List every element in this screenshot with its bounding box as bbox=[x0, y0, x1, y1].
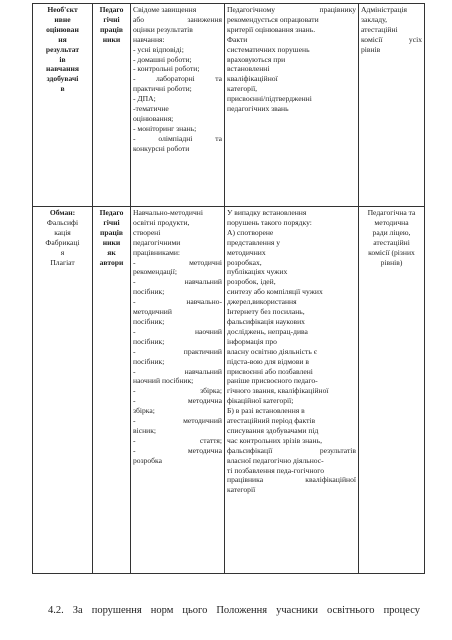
cell-measures bbox=[225, 207, 359, 574]
text-line: праців bbox=[100, 24, 123, 34]
text-line: педагогічних звань bbox=[227, 104, 289, 114]
text-line: синтезу або компіляції чужих bbox=[227, 287, 323, 297]
cell-measures bbox=[225, 4, 359, 207]
text-line: Факти bbox=[227, 34, 248, 44]
text-line: ивне bbox=[54, 14, 71, 24]
text-line: час контрольних зрізів знань, bbox=[227, 435, 322, 445]
text-line: гічні bbox=[103, 14, 120, 24]
text-line: раніше присвоєного педаго- bbox=[227, 376, 318, 386]
text-line: - лабораторні та bbox=[133, 74, 222, 84]
table-row bbox=[33, 4, 425, 207]
text-line: - домашні роботи; bbox=[133, 54, 192, 64]
text-line: навчання: bbox=[133, 34, 165, 44]
text-line: Необ'єкт bbox=[47, 5, 78, 14]
text-line: підста-вою для відмови в bbox=[227, 356, 309, 366]
text-line: - контрольні роботи; bbox=[133, 64, 200, 74]
text-line: гічні bbox=[103, 217, 120, 227]
text-line: оцінювання; bbox=[133, 113, 174, 123]
text-line: Б) в разі встановлення в bbox=[227, 406, 305, 416]
text-line: категорії, bbox=[227, 84, 258, 94]
text-line: гічного звання, кваліфікаційної bbox=[227, 386, 329, 396]
cell-violation-subtypes bbox=[35, 218, 90, 268]
text-line: створені bbox=[133, 227, 161, 237]
text-line: Свідоме завищення bbox=[133, 5, 197, 14]
text-line: наочний посібник; bbox=[133, 376, 194, 386]
text-line: як bbox=[107, 247, 116, 257]
text-line: рекомендації; bbox=[133, 267, 177, 277]
text-line: Інтернету без посилань, bbox=[227, 307, 305, 317]
text-line: закладу, bbox=[361, 14, 388, 24]
text-line: - навчально- bbox=[133, 297, 222, 307]
text-line: - усні відповіді; bbox=[133, 44, 184, 54]
text-line: посібник; bbox=[133, 316, 165, 326]
text-line: власну освітню діяльність є bbox=[227, 346, 317, 356]
text-line: - практичний bbox=[133, 346, 222, 356]
text-line: навчання bbox=[46, 64, 79, 74]
text-line: враховуються при bbox=[227, 54, 286, 64]
cell-responsible bbox=[359, 207, 425, 574]
text-line: фікаційної категорії; bbox=[227, 396, 294, 406]
text-line: практичні роботи; bbox=[133, 84, 192, 94]
text-line: - олімпіадні та bbox=[133, 133, 222, 143]
violations-table bbox=[32, 3, 425, 574]
text-line: рівнів) bbox=[380, 257, 403, 267]
text-line: розробок, ідей, bbox=[227, 277, 276, 287]
text-line: Плагіат bbox=[50, 257, 75, 267]
text-line: рівнів bbox=[361, 44, 381, 54]
text-line: - моніторинг знань; bbox=[133, 123, 197, 133]
paragraph-4-2: 4.2. За порушення норм цього Положення учасники освітнього процесу bbox=[48, 605, 420, 616]
text-line: посібник; bbox=[133, 287, 165, 297]
text-line: ті позбавлення педа-гогічного bbox=[227, 465, 325, 475]
text-line: ники bbox=[102, 34, 121, 44]
text-line: - збірка; bbox=[133, 386, 222, 396]
text-line: Педаго bbox=[99, 208, 124, 217]
text-line: присвоєнні/підтвердженні bbox=[227, 94, 312, 104]
text-line: досліджень, непрац-дива bbox=[227, 326, 308, 336]
text-line: автори bbox=[99, 257, 124, 267]
text-line: комісії усіх bbox=[361, 34, 422, 44]
text-line: педагогічними bbox=[133, 237, 181, 247]
text-line: критерії оцінювання знань. bbox=[227, 24, 316, 34]
text-line: А) спотворене bbox=[227, 227, 274, 237]
text-line: кація bbox=[54, 227, 71, 237]
text-line: праців bbox=[100, 227, 123, 237]
cell-violation-type bbox=[33, 207, 93, 574]
cell-violation-title bbox=[35, 208, 90, 218]
text-line: працівника кваліфікаційної bbox=[227, 475, 356, 485]
table-row bbox=[33, 207, 425, 574]
text-line: фальсифікації результатів bbox=[227, 445, 356, 455]
text-line: ня bbox=[58, 34, 67, 44]
text-line: Педагогічна та bbox=[367, 208, 416, 217]
text-line: власної педагогічно діяльнос- bbox=[227, 455, 324, 465]
text-line: - ДПА; bbox=[133, 94, 156, 104]
text-line: ники bbox=[102, 237, 121, 247]
text-line: - методичний bbox=[133, 416, 222, 426]
text-line: працівниками: bbox=[133, 247, 181, 257]
text-line: систематичних порушень bbox=[227, 44, 310, 54]
text-line: конкурсні роботи bbox=[133, 143, 190, 153]
cell-responsible bbox=[359, 4, 425, 207]
text-line: - навчальний bbox=[133, 277, 222, 287]
text-line: - навчальний bbox=[133, 366, 222, 376]
text-line: Педаго bbox=[99, 5, 124, 14]
text-line: інформація про bbox=[227, 336, 277, 346]
text-line: атестаційний період фактів bbox=[227, 416, 316, 426]
cell-subject bbox=[93, 4, 131, 207]
text-line: в bbox=[60, 84, 65, 94]
text-line: освітні продукти, bbox=[133, 217, 190, 227]
text-line: ради ліцею, bbox=[372, 227, 411, 237]
text-line: оцінюван bbox=[46, 24, 79, 34]
text-line: здобувачі bbox=[46, 74, 79, 84]
cell-violation-type bbox=[33, 4, 93, 207]
text-line: -тематичне bbox=[133, 104, 169, 114]
text-line: кваліфікаційної bbox=[227, 74, 278, 84]
text-line: комісії (різних bbox=[368, 247, 415, 257]
text-line: розробка bbox=[133, 455, 162, 465]
text-line: Адміністрація bbox=[361, 5, 408, 14]
text-line: фальсифікація наукових bbox=[227, 316, 305, 326]
text-line: посібник; bbox=[133, 336, 165, 346]
text-line: вісник; bbox=[133, 425, 156, 435]
cell-forms bbox=[131, 207, 225, 574]
text-line: - стаття; bbox=[133, 435, 222, 445]
cell-subject bbox=[93, 207, 131, 574]
text-line: категорії bbox=[227, 485, 256, 495]
text-line: - методична bbox=[133, 445, 222, 455]
text-line: результат bbox=[45, 44, 80, 54]
text-line: посібник; bbox=[133, 356, 165, 366]
text-line: - методична bbox=[133, 396, 222, 406]
text-line: списування здобувачами під bbox=[227, 425, 319, 435]
text-line: присвоєнні або позбавлені bbox=[227, 366, 313, 376]
cell-forms bbox=[131, 4, 225, 207]
text-line: збірка; bbox=[133, 406, 155, 416]
text-line: представлення у bbox=[227, 237, 281, 247]
text-line: порушень такого порядку: bbox=[227, 217, 312, 227]
text-line: рекомендується опрацювати bbox=[227, 14, 319, 24]
text-line: оцінки результатів bbox=[133, 24, 193, 34]
text-line: Обман: bbox=[49, 208, 76, 217]
text-line: методичних bbox=[227, 247, 266, 257]
text-line: ів bbox=[59, 54, 66, 64]
text-line: публікаціях чужих bbox=[227, 267, 288, 277]
text-line: Фальсифі bbox=[46, 217, 79, 227]
text-line: або заниження bbox=[133, 14, 222, 24]
text-line: методичний bbox=[133, 307, 172, 317]
text-line: У випадку встановлення bbox=[227, 208, 307, 217]
text-line: методична bbox=[374, 217, 409, 227]
text-line: Педагогічному працівнику bbox=[227, 5, 356, 14]
text-line: атестаційні bbox=[373, 237, 410, 247]
text-line: Навчально-методичні bbox=[133, 208, 203, 217]
text-line: Фабрикаці bbox=[45, 237, 80, 247]
text-line: встановленні bbox=[227, 64, 270, 74]
text-line: - методичні bbox=[133, 257, 222, 267]
text-line: джерел,використання bbox=[227, 297, 297, 307]
text-line: - наочний bbox=[133, 326, 222, 336]
text-line: я bbox=[60, 247, 65, 257]
text-line: розробках, bbox=[227, 257, 262, 267]
text-line: атестаційні bbox=[361, 24, 398, 34]
